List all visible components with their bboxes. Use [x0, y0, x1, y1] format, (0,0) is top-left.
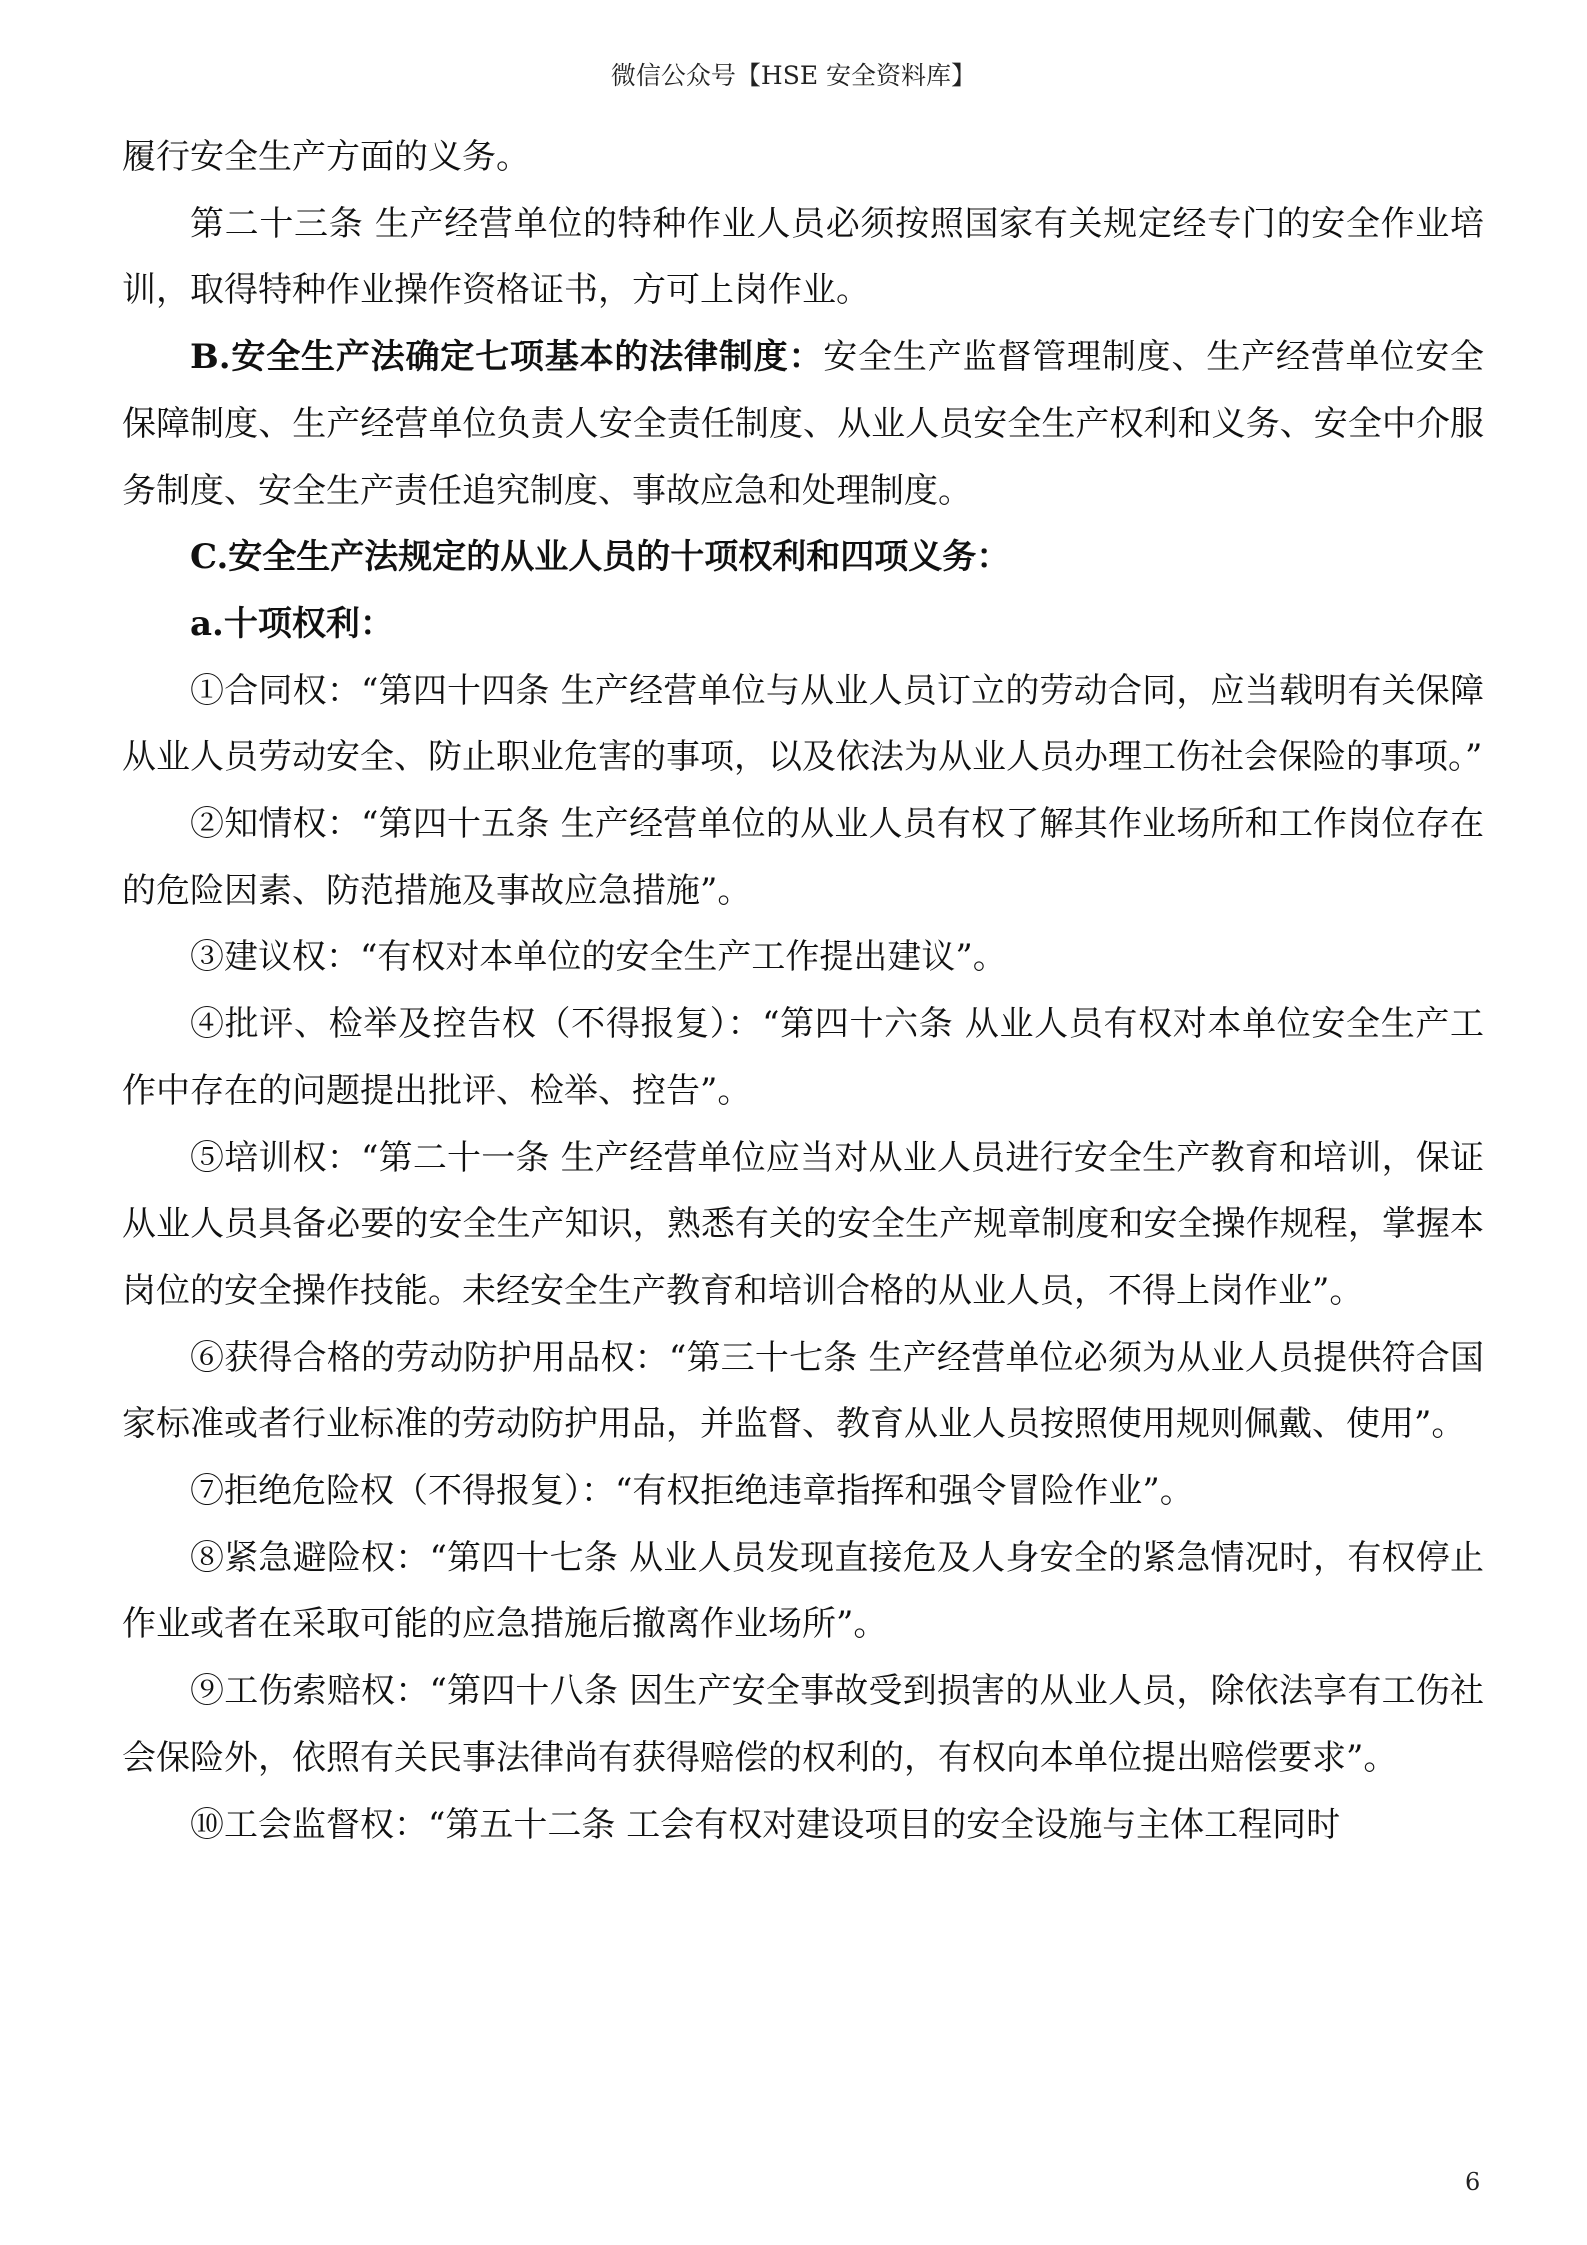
right-item-7: ⑦拒绝危险权（不得报复）：“有权拒绝违章指挥和强令冒险作业”。 [190, 1471, 1194, 1512]
subsection-heading-a: a.十项权利： [190, 603, 394, 644]
section-heading-c: C.安全生产法规定的从业人员的十项权利和四项义务： [190, 537, 1011, 578]
right-item-4: ④批评、检举及控告权（不得报复）：“第四十六条 从业人员有权对本单位安全生产工作中存在的问题提出批评、检举、控告”。 [122, 1004, 1484, 1111]
seven-systems-text: 安全生产监督管理制度、生产经营单位安全保障制度、生产经营单位负责人安全责任制度、从业人员安全生产权利和义务、安全中介服务制度、安全生产责任追究制度、事故应急和处理制度。 [122, 337, 1485, 511]
right-item-2: ②知情权：“第四十五条 生产经营单位的从业人员有权了解其作业场所和工作岗位存在的危险因素、防范措施及事故应急措施”。 [122, 804, 1484, 911]
right-item-9: ⑨工伤索赔权：“第四十八条 因生产安全事故受到损害的从业人员，除依法享有工伤社会保险外，依照有关民事法律尚有获得赔偿的权利的，有权向本单位提出赔偿要求”。 [122, 1671, 1484, 1778]
right-item-1: ①合同权：“第四十四条 生产经营单位与从业人员订立的劳动合同，应当载明有关保障从业人员劳动安全、防止职业危害的事项，以及依法为从业人员办理工伤社会保险的事项。” [122, 670, 1484, 778]
paragraph-article-23: 第二十三条 生产经营单位的特种作业人员必须按照国家有关规定经专门的安全作业培训，取得特种作业操作资格证书，方可上岗作业。 [122, 203, 1484, 311]
right-item-5: ⑤培训权：“第二十一条 生产经营单位应当对从业人员进行安全生产教育和培训，保证从业人员具备必要的安全生产知识，熟悉有关的安全生产规章制度和安全操作规程，掌握本岗位的安全操作技能。未经安全生产教育和培训合格的从业人员，不得上岗作业”。 [122, 1137, 1484, 1311]
paragraph-seven-legal-systems [122, 324, 1484, 524]
seven-systems-heading: B.安全生产法确定七项基本的法律制度： [190, 337, 824, 378]
page-header-source: 微信公众号【HSE 安全资料库】 [610, 61, 977, 90]
right-item-3: ③建议权：“有权对本单位的安全生产工作提出建议”。 [190, 937, 1007, 978]
right-item-8: ⑧紧急避险权：“第四十七条 从业人员发现直接危及人身安全的紧急情况时，有权停止作业或者在采取可能的应急措施后撤离作业场所”。 [122, 1537, 1484, 1645]
right-item-6: ⑥获得合格的劳动防护用品权：“第三十七条 生产经营单位必须为从业人员提供符合国家标准或者行业标准的劳动防护用品，并监督、教育从业人员按照使用规则佩戴、使用”。 [122, 1337, 1484, 1445]
paragraph-continuation: 履行安全生产方面的义务。 [122, 137, 530, 177]
page-number: 6 [1465, 2168, 1481, 2196]
right-item-10: ⑩工会监督权：“第五十二条 工会有权对建设项目的安全设施与主体工程同时 [190, 1804, 1341, 1845]
document-body [122, 124, 1484, 1858]
